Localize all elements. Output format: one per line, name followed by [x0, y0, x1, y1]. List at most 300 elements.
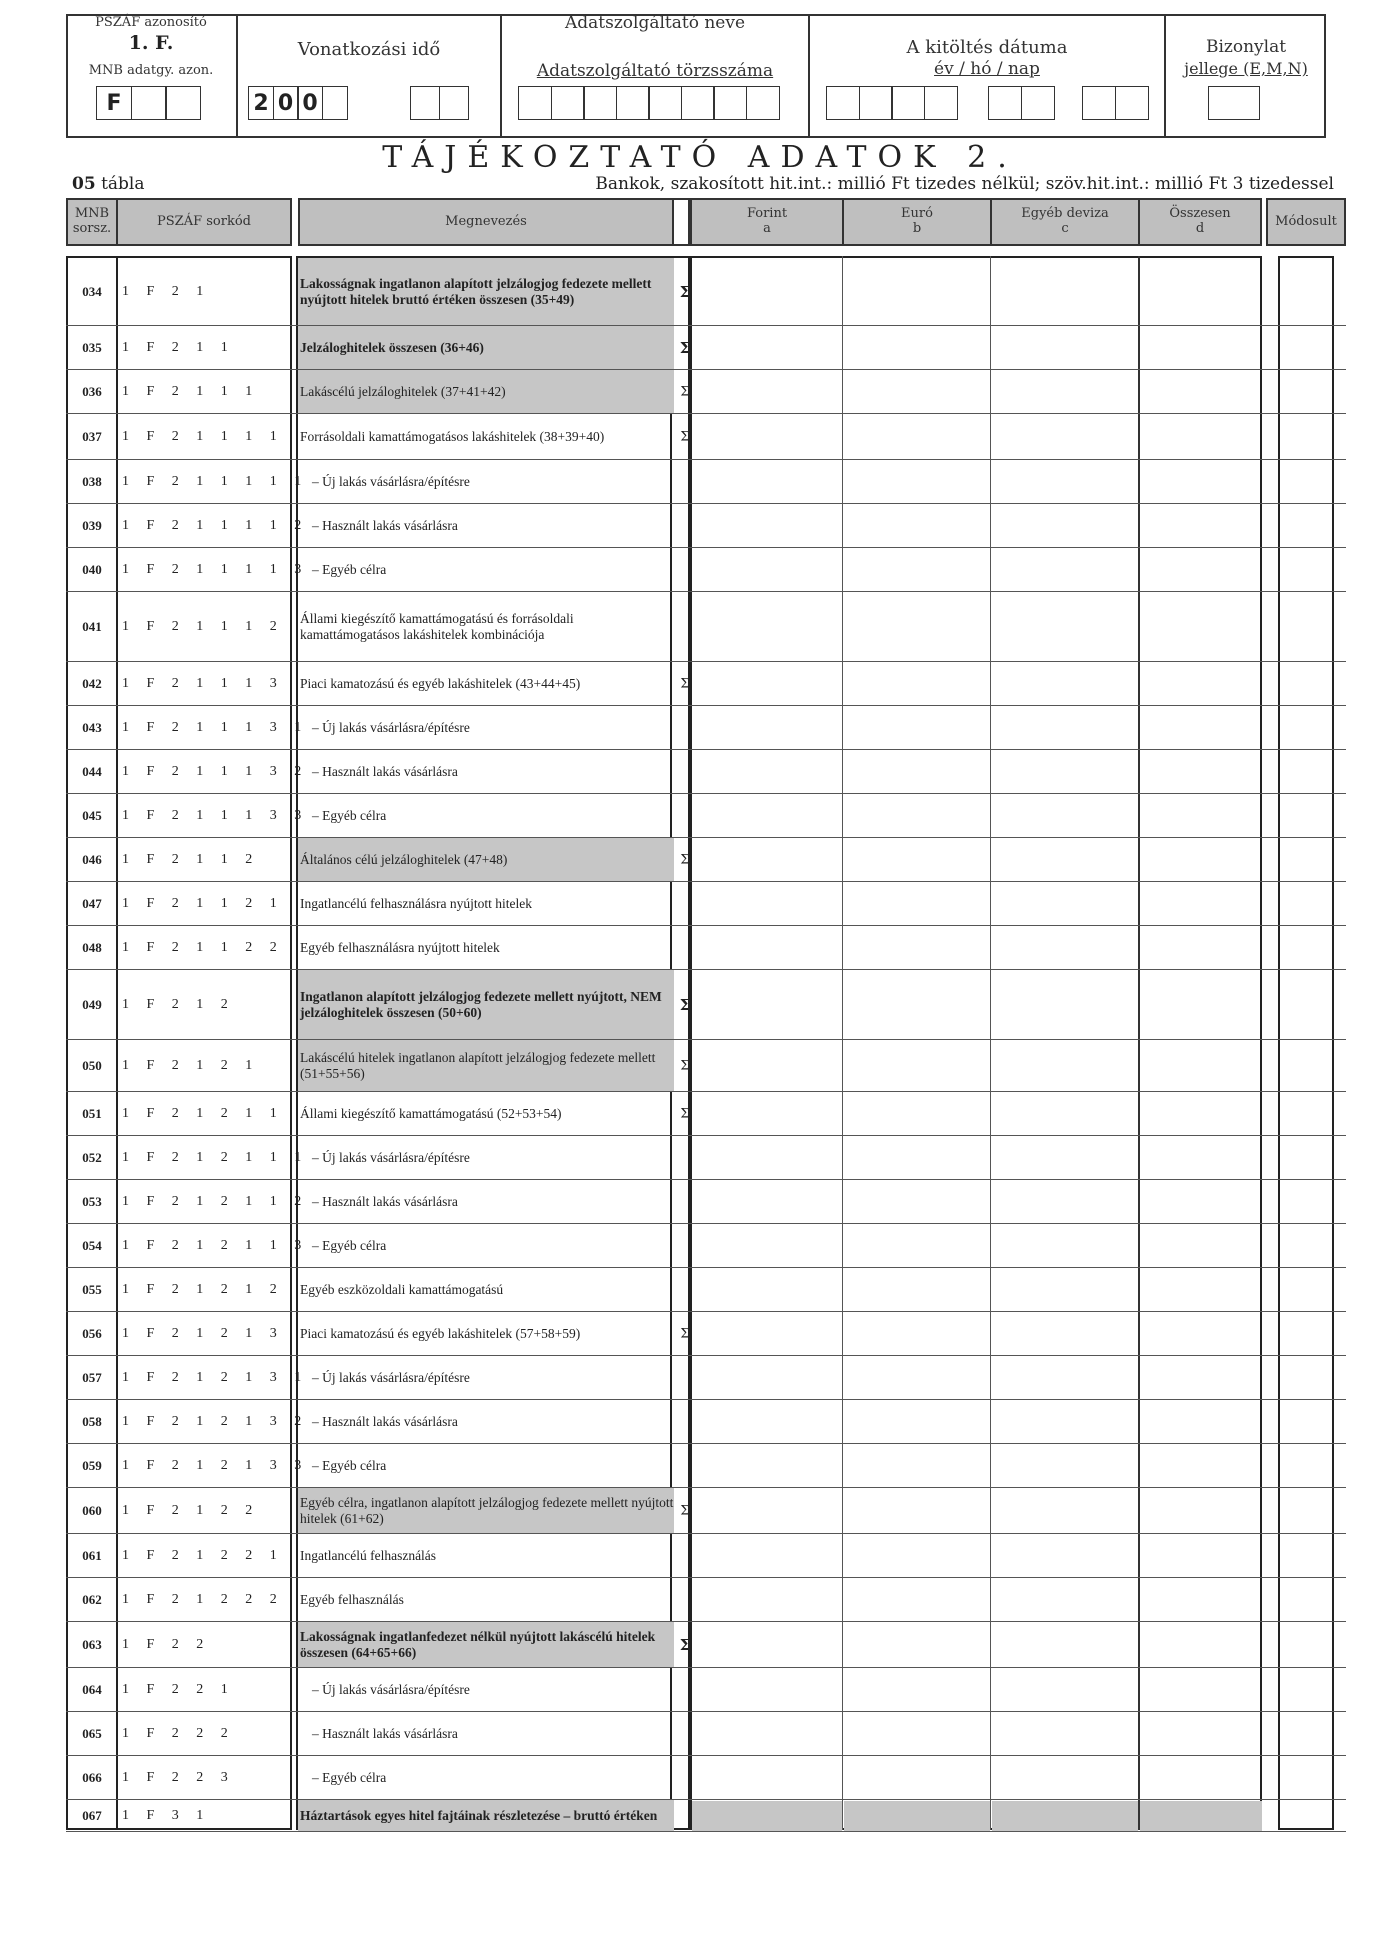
total-cell[interactable]: [1140, 927, 1262, 969]
euro-cell[interactable]: [844, 1579, 990, 1621]
other-currency-cell[interactable]: [992, 707, 1138, 749]
forint-cell[interactable]: [692, 1313, 842, 1355]
forint-cell[interactable]: [692, 505, 842, 547]
forint-cell[interactable]: [692, 461, 842, 503]
period-cell[interactable]: 0: [297, 86, 323, 120]
modified-cell[interactable]: [1280, 1535, 1334, 1577]
table-row: [66, 706, 1346, 750]
date-cell[interactable]: [924, 86, 958, 120]
forint-cell[interactable]: [692, 1669, 842, 1711]
row-mnb-number: 059: [82, 1458, 102, 1473]
table-row: [66, 1622, 1346, 1668]
fill-date-format: év / hó / nap: [934, 59, 1040, 79]
other-currency-cell[interactable]: [992, 549, 1138, 591]
modified-cell[interactable]: [1280, 1579, 1334, 1621]
modified-cell[interactable]: [1280, 1623, 1334, 1667]
row-pszaf-code: 1 F 2 1 2: [122, 997, 235, 1012]
forint-cell[interactable]: [692, 1357, 842, 1399]
table-row: [66, 970, 1346, 1040]
row-pszaf-code: 1 F 2 1 1 1 1 1: [122, 474, 309, 489]
euro-cell[interactable]: [844, 751, 990, 793]
form-title: TÁJÉKOZTATÓ ADATOK 2.: [382, 140, 1018, 175]
sum-sigma-icon: Σ: [680, 384, 690, 400]
other-currency-cell[interactable]: [992, 1713, 1138, 1755]
table-row: [66, 460, 1346, 504]
fill-date-year-cells[interactable]: [826, 86, 956, 120]
row-pszaf-code: 1 F 2 1 2 1 3 2: [122, 1414, 309, 1429]
euro-cell[interactable]: [844, 327, 990, 369]
table-number-value: 05: [72, 174, 96, 194]
total-cell[interactable]: [1140, 795, 1262, 837]
modified-cell[interactable]: [1280, 1445, 1334, 1487]
modified-cell[interactable]: [1280, 415, 1334, 459]
euro-cell[interactable]: [844, 707, 990, 749]
registry-cell[interactable]: [518, 86, 552, 120]
euro-cell[interactable]: [844, 1137, 990, 1179]
row-mnb-number: 041: [82, 619, 102, 634]
forint-cell[interactable]: [692, 1093, 842, 1135]
table-row: [66, 370, 1346, 414]
row-description: – Használt lakás vásárlásra: [312, 1725, 458, 1741]
row-mnb-number: 056: [82, 1326, 102, 1341]
row-mnb-number: 042: [82, 676, 102, 691]
euro-cell[interactable]: [844, 1181, 990, 1223]
col-header-name-text: Megnevezés: [445, 213, 527, 229]
table-row: [66, 750, 1346, 794]
row-description: Állami kiegészítő kamattámogatású és forrásoldali kamattámogatásos lakáshitelek kombinációja: [300, 610, 574, 642]
euro-cell[interactable]: [844, 461, 990, 503]
other-currency-cell[interactable]: [992, 415, 1138, 459]
euro-cell[interactable]: [844, 505, 990, 547]
table-row: [66, 1268, 1346, 1312]
row-description: Egyéb felhasználásra nyújtott hitelek: [300, 939, 500, 955]
other-currency-cell[interactable]: [992, 795, 1138, 837]
modified-cell[interactable]: [1280, 1269, 1334, 1311]
forint-cell[interactable]: [692, 327, 842, 369]
mnb-data-id-cells[interactable]: [96, 86, 200, 120]
euro-cell[interactable]: [844, 1801, 990, 1831]
modified-cell[interactable]: [1280, 1669, 1334, 1711]
row-mnb-number: 051: [82, 1106, 102, 1121]
other-currency-cell[interactable]: [992, 505, 1138, 547]
period-cell[interactable]: [322, 86, 348, 120]
row-description: Ingatlancélú felhasználásra nyújtott hitelek: [300, 895, 533, 911]
col-header-other-text: Egyéb deviza: [1021, 206, 1109, 222]
total-cell[interactable]: [1140, 1269, 1262, 1311]
sum-sigma-icon: Σ: [680, 852, 690, 868]
date-cell[interactable]: [859, 86, 893, 120]
row-mnb-number: 060: [82, 1503, 102, 1518]
euro-cell[interactable]: [844, 1669, 990, 1711]
total-cell[interactable]: [1140, 1669, 1262, 1711]
mnb-cell[interactable]: F: [96, 86, 132, 120]
row-description: – Új lakás vásárlásra/építésre: [312, 719, 470, 735]
provider-registry-cells[interactable]: [518, 86, 778, 120]
modified-cell[interactable]: [1280, 1225, 1334, 1267]
row-pszaf-code: 1 F 2 1 1 1 1 3: [122, 562, 309, 577]
table-row: [66, 1578, 1346, 1622]
forint-cell[interactable]: [692, 1757, 842, 1799]
total-cell[interactable]: [1140, 1579, 1262, 1621]
euro-cell[interactable]: [844, 663, 990, 705]
forint-cell[interactable]: [692, 1225, 842, 1267]
forint-cell[interactable]: [692, 1269, 842, 1311]
modified-cell[interactable]: [1280, 1713, 1334, 1755]
total-cell[interactable]: [1140, 1713, 1262, 1755]
mnb-data-id-label: MNB adatgy. azon.: [88, 63, 214, 78]
total-cell[interactable]: [1140, 549, 1262, 591]
total-cell[interactable]: [1140, 971, 1262, 1039]
modified-cell[interactable]: [1280, 1093, 1334, 1135]
modified-cell[interactable]: [1280, 707, 1334, 749]
total-cell[interactable]: [1140, 1623, 1262, 1667]
other-currency-cell[interactable]: [992, 1269, 1138, 1311]
row-description: – Használt lakás vásárlásra: [312, 1413, 458, 1429]
euro-cell[interactable]: [844, 415, 990, 459]
total-cell[interactable]: [1140, 707, 1262, 749]
modified-cell[interactable]: [1280, 1137, 1334, 1179]
euro-cell[interactable]: [844, 1093, 990, 1135]
other-currency-cell[interactable]: [992, 1579, 1138, 1621]
registry-cell[interactable]: [746, 86, 780, 120]
row-mnb-number: 048: [82, 940, 102, 955]
modified-cell[interactable]: [1280, 1801, 1334, 1831]
total-cell[interactable]: [1140, 883, 1262, 925]
forint-cell[interactable]: [692, 371, 842, 413]
total-cell[interactable]: [1140, 1137, 1262, 1179]
other-currency-cell[interactable]: [992, 663, 1138, 705]
modified-cell[interactable]: [1280, 327, 1334, 369]
row-mnb-number: 061: [82, 1548, 102, 1563]
reference-month-cells[interactable]: [410, 86, 467, 120]
euro-cell[interactable]: [844, 1357, 990, 1399]
other-currency-cell[interactable]: [992, 1225, 1138, 1267]
other-currency-cell[interactable]: [992, 1669, 1138, 1711]
fill-date-month-cells[interactable]: [988, 86, 1053, 120]
forint-cell[interactable]: [692, 1801, 842, 1831]
total-cell[interactable]: [1140, 663, 1262, 705]
euro-cell[interactable]: [844, 1713, 990, 1755]
forint-cell[interactable]: [692, 415, 842, 459]
total-cell[interactable]: [1140, 839, 1262, 881]
euro-cell[interactable]: [844, 593, 990, 661]
row-description: – Egyéb célra: [312, 1769, 387, 1785]
row-description: Lakáscélú hitelek ingatlanon alapított jelzálogjog fedezete mellett (51+55+56): [298, 1040, 674, 1092]
row-mnb-number: 034: [82, 284, 102, 299]
table-row: [66, 1312, 1346, 1356]
forint-cell[interactable]: [692, 971, 842, 1039]
table-row: [66, 1040, 1346, 1092]
other-currency-cell[interactable]: [992, 971, 1138, 1039]
header-divider: [236, 14, 238, 138]
row-mnb-number: 045: [82, 808, 102, 823]
row-pszaf-code: 1 F 2 1 1 1: [122, 384, 260, 399]
modified-cell[interactable]: [1280, 1313, 1334, 1355]
total-cell[interactable]: [1140, 1401, 1262, 1443]
row-pszaf-code: 1 F 2 1 2 1: [122, 1058, 260, 1073]
table-row: [66, 1668, 1346, 1712]
registry-cell[interactable]: [713, 86, 747, 120]
euro-cell[interactable]: [844, 1269, 990, 1311]
row-mnb-number: 057: [82, 1370, 102, 1385]
forint-cell[interactable]: [692, 1445, 842, 1487]
euro-cell[interactable]: [844, 259, 990, 325]
euro-cell[interactable]: [844, 1041, 990, 1091]
row-description: Piaci kamatozású és egyéb lakáshitelek (43+44+45): [300, 675, 581, 691]
euro-cell[interactable]: [844, 927, 990, 969]
total-cell[interactable]: [1140, 415, 1262, 459]
modified-cell[interactable]: [1280, 505, 1334, 547]
forint-cell[interactable]: [692, 1181, 842, 1223]
sum-sigma-icon: Σ: [680, 1503, 690, 1519]
total-cell[interactable]: [1140, 1181, 1262, 1223]
row-mnb-number: 043: [82, 720, 102, 735]
row-mnb-number: 062: [82, 1592, 102, 1607]
date-cell[interactable]: [1115, 86, 1149, 120]
modified-cell[interactable]: [1280, 795, 1334, 837]
other-currency-cell[interactable]: [992, 1357, 1138, 1399]
total-cell[interactable]: [1140, 1757, 1262, 1799]
date-cell[interactable]: [1082, 86, 1116, 120]
euro-cell[interactable]: [844, 1225, 990, 1267]
forint-cell[interactable]: [692, 751, 842, 793]
row-mnb-number: 035: [82, 340, 102, 355]
other-currency-cell[interactable]: [992, 1801, 1138, 1831]
row-description: – Új lakás vásárlásra/építésre: [312, 1369, 470, 1385]
document-type-label: Bizonylat: [1205, 37, 1287, 57]
date-cell[interactable]: [891, 86, 925, 120]
date-cell[interactable]: [988, 86, 1022, 120]
forint-cell[interactable]: [692, 927, 842, 969]
forint-cell[interactable]: [692, 1713, 842, 1755]
modified-cell[interactable]: [1280, 259, 1334, 325]
total-cell[interactable]: [1140, 593, 1262, 661]
table-row: [66, 1756, 1346, 1800]
row-description: – Egyéb célra: [312, 1457, 387, 1473]
row-pszaf-code: 1 F 2 2 1: [122, 1682, 235, 1697]
col-header-forint-text: Forint: [746, 206, 788, 222]
total-cell[interactable]: [1140, 1041, 1262, 1091]
modified-cell[interactable]: [1280, 1041, 1334, 1091]
modified-cell[interactable]: [1280, 751, 1334, 793]
table-row: [66, 1800, 1346, 1832]
table-row: [66, 1092, 1346, 1136]
euro-cell[interactable]: [844, 1489, 990, 1533]
forint-cell[interactable]: [692, 593, 842, 661]
euro-cell[interactable]: [844, 1445, 990, 1487]
table-row: [66, 662, 1346, 706]
modified-cell[interactable]: [1280, 971, 1334, 1039]
row-description: – Új lakás vásárlásra/építésre: [312, 1149, 470, 1165]
total-cell[interactable]: [1140, 1801, 1262, 1831]
other-currency-cell[interactable]: [992, 259, 1138, 325]
row-description: Állami kiegészítő kamattámogatású (52+53+54): [300, 1105, 562, 1121]
row-mnb-number: 058: [82, 1414, 102, 1429]
reference-period-cells[interactable]: [248, 86, 346, 120]
registry-cell[interactable]: [616, 86, 650, 120]
euro-cell[interactable]: [844, 795, 990, 837]
other-currency-cell[interactable]: [992, 1041, 1138, 1091]
table-row: [66, 414, 1346, 460]
mnb-cell[interactable]: [165, 86, 201, 120]
col-header-kod-text: PSZÁF sorkód: [157, 213, 251, 229]
total-cell[interactable]: [1140, 259, 1262, 325]
euro-cell[interactable]: [844, 839, 990, 881]
other-currency-cell[interactable]: [992, 1093, 1138, 1135]
modified-cell[interactable]: [1280, 593, 1334, 661]
modified-cell[interactable]: [1280, 1357, 1334, 1399]
pszaf-id-label: PSZÁF azonosító: [95, 15, 207, 30]
row-description: Lakosságnak ingatlanfedezet nélkül nyújtott lakáscélú hitelek összesen (64+65+66): [298, 1622, 674, 1668]
fill-date-day-cells[interactable]: [1082, 86, 1147, 120]
other-currency-cell[interactable]: [992, 839, 1138, 881]
modified-cell[interactable]: [1280, 1401, 1334, 1443]
period-cell[interactable]: [439, 86, 469, 120]
forint-cell[interactable]: [692, 795, 842, 837]
forint-cell[interactable]: [692, 1623, 842, 1667]
total-cell[interactable]: [1140, 1445, 1262, 1487]
other-currency-cell[interactable]: [992, 593, 1138, 661]
forint-cell[interactable]: [692, 1489, 842, 1533]
modified-cell[interactable]: [1280, 839, 1334, 881]
modified-cell[interactable]: [1280, 883, 1334, 925]
total-cell[interactable]: [1140, 1225, 1262, 1267]
forint-cell[interactable]: [692, 549, 842, 591]
forint-cell[interactable]: [692, 1579, 842, 1621]
euro-cell[interactable]: [844, 1535, 990, 1577]
col-header-forint: [690, 198, 844, 246]
row-pszaf-code: 1 F 2 1 2 2 1: [122, 1548, 284, 1563]
col-header-total: [1138, 198, 1262, 246]
total-cell[interactable]: [1140, 461, 1262, 503]
row-description: – Használt lakás vásárlásra: [312, 763, 458, 779]
period-cell[interactable]: [410, 86, 440, 120]
euro-cell[interactable]: [844, 549, 990, 591]
euro-cell[interactable]: [844, 883, 990, 925]
other-currency-cell[interactable]: [992, 1401, 1138, 1443]
forint-cell[interactable]: [692, 1535, 842, 1577]
total-cell[interactable]: [1140, 371, 1262, 413]
total-cell[interactable]: [1140, 1093, 1262, 1135]
table-row: [66, 838, 1346, 882]
registry-cell[interactable]: [648, 86, 682, 120]
modified-cell[interactable]: [1280, 1181, 1334, 1223]
euro-cell[interactable]: [844, 1623, 990, 1667]
document-type-cells[interactable]: [1208, 86, 1259, 120]
euro-cell[interactable]: [844, 971, 990, 1039]
col-header-modified: [1266, 198, 1346, 246]
forint-cell[interactable]: [692, 1041, 842, 1091]
modified-cell[interactable]: [1280, 927, 1334, 969]
period-cell[interactable]: 0: [273, 86, 299, 120]
modified-cell[interactable]: [1280, 549, 1334, 591]
registry-cell[interactable]: [551, 86, 585, 120]
modified-cell[interactable]: [1280, 1489, 1334, 1533]
total-cell[interactable]: [1140, 1357, 1262, 1399]
other-currency-cell[interactable]: [992, 1489, 1138, 1533]
modified-cell[interactable]: [1280, 461, 1334, 503]
col-header-euro-sub: b: [912, 221, 922, 236]
row-mnb-number: 052: [82, 1150, 102, 1165]
forint-cell[interactable]: [692, 707, 842, 749]
total-cell[interactable]: [1140, 1313, 1262, 1355]
table-row: [66, 1488, 1346, 1534]
modified-cell[interactable]: [1280, 1757, 1334, 1799]
col-header-modified-text: Módosult: [1275, 213, 1337, 229]
table-row: [66, 1400, 1346, 1444]
total-cell[interactable]: [1140, 327, 1262, 369]
euro-cell[interactable]: [844, 1757, 990, 1799]
date-cell[interactable]: [826, 86, 860, 120]
euro-cell[interactable]: [844, 1313, 990, 1355]
provider-name-label: Adatszolgáltató neve: [564, 13, 746, 33]
other-currency-cell[interactable]: [992, 1757, 1138, 1799]
other-currency-cell[interactable]: [992, 1313, 1138, 1355]
forint-cell[interactable]: [692, 1137, 842, 1179]
row-pszaf-code: 1 F 2 1 1 2 2: [122, 940, 284, 955]
forint-cell[interactable]: [692, 663, 842, 705]
table-row: [66, 1534, 1346, 1578]
other-currency-cell[interactable]: [992, 1137, 1138, 1179]
row-description: Ingatlanon alapított jelzálogjog fedezete mellett nyújtott, NEM jelzáloghitelek összesen (50+60): [298, 970, 674, 1040]
row-pszaf-code: 1 F 2 1 2 1 1 2: [122, 1194, 309, 1209]
row-pszaf-code: 1 F 3 1: [122, 1808, 211, 1823]
row-description: Egyéb célra, ingatlanon alapított jelzálogjog fedezete mellett nyújtott hitelek (61+62): [298, 1488, 674, 1534]
other-currency-cell[interactable]: [992, 751, 1138, 793]
other-currency-cell[interactable]: [992, 1535, 1138, 1577]
other-currency-cell[interactable]: [992, 883, 1138, 925]
table-row: [66, 794, 1346, 838]
total-cell[interactable]: [1140, 1535, 1262, 1577]
other-currency-cell[interactable]: [992, 327, 1138, 369]
date-cell[interactable]: [1021, 86, 1055, 120]
other-currency-cell[interactable]: [992, 1181, 1138, 1223]
euro-cell[interactable]: [844, 1401, 990, 1443]
other-currency-cell[interactable]: [992, 461, 1138, 503]
total-cell[interactable]: [1140, 1489, 1262, 1533]
table-number: [72, 174, 145, 194]
other-currency-cell[interactable]: [992, 1445, 1138, 1487]
table-row: [66, 926, 1346, 970]
registry-cell[interactable]: [681, 86, 715, 120]
row-pszaf-code: 1 F 2 1 2 1 1 3: [122, 1238, 309, 1253]
forint-cell[interactable]: [692, 883, 842, 925]
row-pszaf-code: 1 F 2 1 1 1 3 3: [122, 808, 309, 823]
forint-cell[interactable]: [692, 839, 842, 881]
total-cell[interactable]: [1140, 505, 1262, 547]
col-header-mnb: [66, 198, 118, 246]
other-currency-cell[interactable]: [992, 371, 1138, 413]
sum-sigma-icon: Σ: [680, 1326, 690, 1342]
registry-cell[interactable]: [583, 86, 617, 120]
row-mnb-number: 054: [82, 1238, 102, 1253]
row-description: Egyéb felhasználás: [300, 1591, 404, 1607]
period-cell[interactable]: 2: [248, 86, 274, 120]
forint-cell[interactable]: [692, 259, 842, 325]
forint-cell[interactable]: [692, 1401, 842, 1443]
document-type-cell[interactable]: [1208, 86, 1260, 120]
modified-cell[interactable]: [1280, 663, 1334, 705]
total-cell[interactable]: [1140, 751, 1262, 793]
euro-cell[interactable]: [844, 371, 990, 413]
table-row: [66, 882, 1346, 926]
modified-cell[interactable]: [1280, 371, 1334, 413]
mnb-cell[interactable]: [131, 86, 167, 120]
row-description: Piaci kamatozású és egyéb lakáshitelek (57+58+59): [300, 1325, 581, 1341]
other-currency-cell[interactable]: [992, 1623, 1138, 1667]
sum-sigma-icon: Σ: [679, 1636, 691, 1654]
other-currency-cell[interactable]: [992, 927, 1138, 969]
